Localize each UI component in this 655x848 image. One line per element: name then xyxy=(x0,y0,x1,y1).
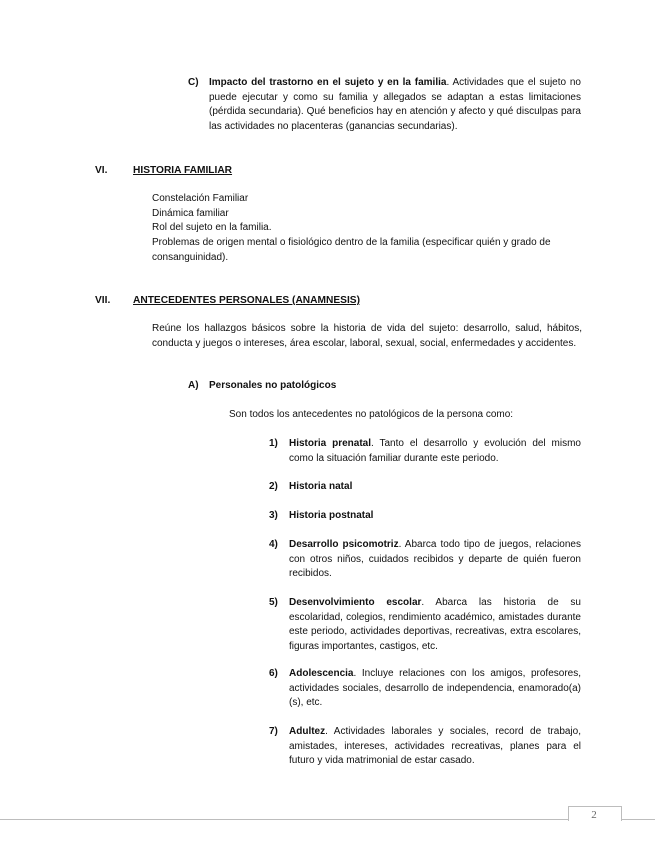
list-item xyxy=(289,667,581,711)
sub-a-title: Personales no patológicos xyxy=(209,380,337,391)
section-vii-heading: ANTECEDENTES PERSONALES (ANAMNESIS) xyxy=(133,295,360,306)
item-number: 3) xyxy=(269,510,278,521)
list-marker: A) xyxy=(188,380,199,391)
section-vii-intro: Reúne los hallazgos básicos sobre la historia de vida del sujeto: desarrollo, salud, hábitos, conducta y juegos o intereses, área escolar, laboral, sexual, social, enfermedades y accidentes. xyxy=(152,323,582,349)
item-title: Desenvolvimiento escolar xyxy=(289,597,422,608)
vi-item: Rol del sujeto en la familia. xyxy=(152,222,272,233)
sub-a-intro: Son todos los antecedentes no patológicos de la persona como: xyxy=(229,409,514,420)
vi-item: Dinámica familiar xyxy=(152,208,229,219)
vi-item: Problemas de origen mental o fisiológico dentro de la familia (especificar quién y grado de consanguinidad). xyxy=(152,237,551,263)
vi-item: Constelación Familiar xyxy=(152,193,249,204)
list-item xyxy=(289,437,581,466)
item-number: 2) xyxy=(269,481,278,492)
section-vi-numeral: VI. xyxy=(95,165,108,176)
item-title: Desarrollo psicomotriz xyxy=(289,539,399,550)
item-title: Adultez xyxy=(289,726,326,737)
item-text: . Actividades laborales y sociales, record de trabajo, amistades, intereses, actividades recreativas, planes para el futuro y vida matrimonial de estar casado. xyxy=(289,726,581,766)
item-number: 5) xyxy=(269,597,278,608)
page-number: 2 xyxy=(591,809,597,821)
item-title: Historia natal xyxy=(289,481,353,492)
list-marker: C) xyxy=(188,77,199,88)
list-item xyxy=(289,538,581,582)
footer-rule xyxy=(0,819,655,820)
section-vi-heading: HISTORIA FAMILIAR xyxy=(133,165,233,176)
item-number: 4) xyxy=(269,539,278,550)
section-c-text: . Actividades que el sujeto no puede ejecutar y como su familia y allegados se adaptan a estas limitaciones (pérdida secundaria). Qué beneficios hay en atención y afecto y qué disculpas para las actividades no placenteras (ganancias secundarias). xyxy=(209,77,581,132)
item-title: Adolescencia xyxy=(289,668,354,679)
section-c-title: Impacto del trastorno en el sujeto y en la familia xyxy=(209,77,447,88)
list-item xyxy=(289,480,352,495)
list-item xyxy=(289,725,581,769)
item-number: 1) xyxy=(269,438,278,449)
item-text: . Abarca las historia de su escolaridad, colegios, rendimiento académico, amistades durante este periodo, actividades deportivas, recreativas, extra escolares, figuras importantes, castigos, etc. xyxy=(289,597,581,652)
item-title: Historia prenatal xyxy=(289,438,372,449)
item-text: . Abarca todo tipo de juegos, relaciones con otros niños, cuidados recibidos y departe de quién fueron recibidos. xyxy=(289,539,581,579)
list-item xyxy=(289,509,373,524)
item-text: . Tanto el desarrollo y evolución del mismo como la situación familiar durante este periodo. xyxy=(289,438,581,464)
list-item xyxy=(289,596,581,654)
section-c-paragraph xyxy=(209,76,581,134)
item-number: 7) xyxy=(269,726,278,737)
item-number: 6) xyxy=(269,668,278,679)
section-vii-numeral: VII. xyxy=(95,295,111,306)
item-text: . Incluye relaciones con los amigos, profesores, actividades sociales, desarrollo de independencia, enamorado(a) (s), etc. xyxy=(289,668,581,708)
item-title: Historia postnatal xyxy=(289,510,374,521)
